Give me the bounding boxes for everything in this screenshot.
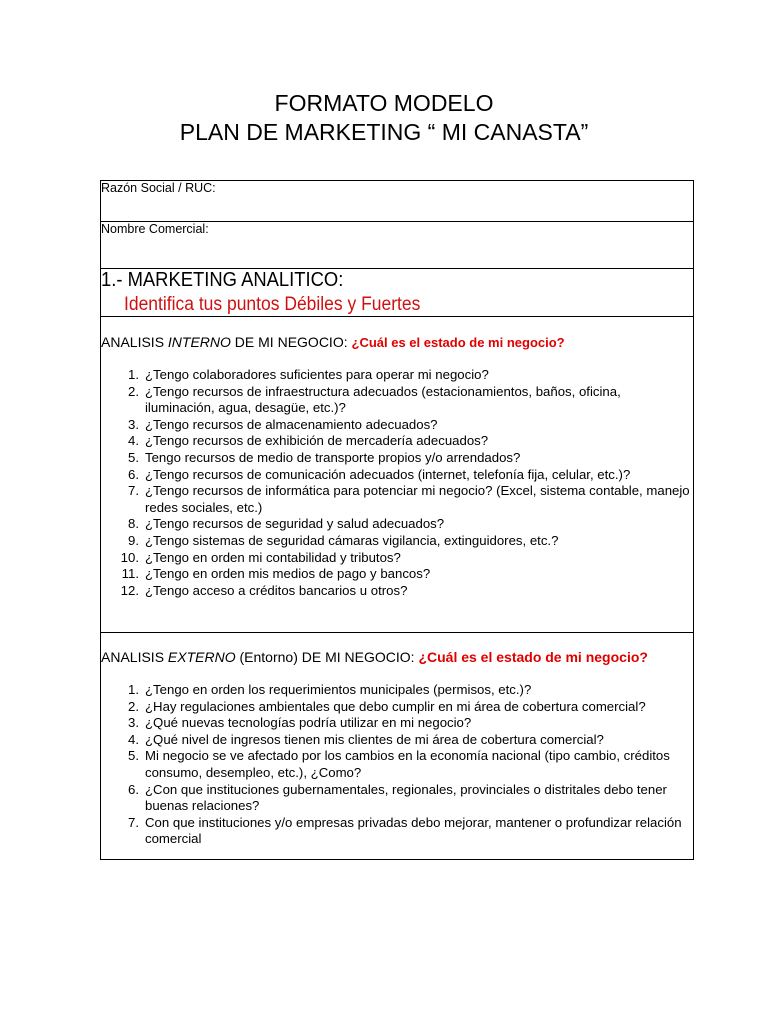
list-item-text: ¿Tengo en orden mis medios de pago y bancos?: [145, 566, 431, 582]
analisis-externo-section: [100, 632, 694, 860]
analisis-externo-heading: [101, 649, 648, 665]
list-item-text: ¿Tengo en orden los requerimientos municipales (permisos, etc.)?: [145, 682, 532, 697]
list-item: [123, 516, 693, 533]
list-item: [123, 566, 693, 583]
analisis-externo-list: [123, 682, 693, 848]
list-item-number: 8.: [128, 516, 139, 532]
list-item-text: ¿Qué nivel de ingresos tienen mis clientes de mi área de cobertura comercial?: [145, 731, 604, 747]
list-item-text: ¿Tengo en orden mi contabilidad y tributos?: [145, 549, 401, 565]
list-item: [123, 815, 693, 848]
list-item: [123, 384, 693, 417]
list-item: [123, 699, 693, 716]
list-item-number: 7.: [128, 483, 139, 499]
list-item-text: ¿Tengo acceso a créditos bancarios u otros?: [145, 582, 408, 598]
list-item: [123, 450, 693, 467]
section-subtitle: Identifica tus puntos Débiles y Fuertes: [124, 294, 421, 315]
heading-suffix: (Entorno) DE MI NEGOCIO:: [235, 649, 419, 665]
list-item-number: 4.: [128, 433, 139, 449]
nombre-comercial-row[interactable]: [100, 221, 694, 268]
document-subtitle: PLAN DE MARKETING “ MI CANASTA”: [179, 119, 589, 145]
list-item-number: 5.: [128, 748, 139, 764]
heading-prefix: ANALISIS: [101, 334, 168, 350]
heading-emphasis: EXTERNO: [167, 649, 236, 665]
heading-suffix: DE MI NEGOCIO:: [230, 334, 352, 350]
list-item-number: 11.: [121, 566, 139, 582]
list-item-text: Tengo recursos de medio de transporte propios y/o arrendados?: [145, 449, 521, 465]
list-item-text: ¿Tengo recursos de seguridad y salud adecuados?: [145, 516, 445, 532]
list-item-number: 3.: [128, 715, 139, 731]
list-item-text: ¿Tengo colaboradores suficientes para operar mi negocio?: [145, 367, 489, 382]
list-item-text: ¿Tengo recursos de almacenamiento adecuados?: [145, 416, 438, 432]
list-item-number: 1.: [128, 682, 139, 697]
heading-prefix: ANALISIS: [101, 649, 168, 665]
list-item-number: 9.: [128, 532, 139, 548]
list-item: [123, 533, 693, 550]
list-item-number: 2.: [128, 698, 139, 714]
list-item-number: 4.: [128, 731, 139, 747]
analisis-interno-section: [100, 316, 694, 632]
list-item-number: 10.: [120, 549, 139, 565]
list-item-text: ¿Tengo sistemas de seguridad cámaras vigilancia, extinguidores, etc.?: [145, 532, 559, 548]
heading-question: ¿Cuál es el estado de mi negocio?: [418, 649, 648, 665]
list-item-number: 5.: [128, 449, 139, 465]
list-item: [120, 582, 693, 600]
razon-social-row[interactable]: [100, 180, 694, 221]
list-item-text: ¿Hay regulaciones ambientales que debo cumplir en mi área de cobertura comercial?: [145, 698, 646, 714]
list-item-number: 6.: [128, 781, 139, 797]
heading-emphasis: INTERNO: [167, 334, 231, 350]
list-item: [123, 732, 693, 749]
list-item: [123, 682, 693, 699]
list-item-number: 7.: [128, 814, 139, 830]
razon-social-label: Razón Social / RUC:: [101, 181, 216, 195]
list-item-number: 6.: [128, 466, 139, 482]
list-item-number: 2.: [128, 383, 139, 399]
list-item: [120, 549, 693, 567]
list-item-text: ¿Con que instituciones gubernamentales, regionales, provinciales o distritales debo tener buenas relaciones?: [145, 781, 667, 814]
list-item-text: ¿Tengo recursos de informática para potenciar mi negocio? (Excel, sistema contable, manejo redes sociales, etc.): [145, 483, 690, 515]
analisis-interno-list: [120, 367, 693, 599]
list-item-text: Mi negocio se ve afectado por los cambios en la economía nacional (tipo cambio, créditos consumo, desempleo, etc.), ¿Como?: [145, 748, 670, 780]
list-item: [123, 782, 693, 815]
list-item-number: 3.: [128, 416, 139, 432]
nombre-comercial-label: Nombre Comercial:: [101, 222, 209, 236]
list-item-text: Con que instituciones y/o empresas privadas debo mejorar, mantener o profundizar relación comercial: [145, 814, 682, 847]
heading-question: ¿Cuál es el estado de mi negocio?: [351, 335, 565, 350]
list-item: [123, 417, 693, 434]
list-item: [123, 748, 693, 781]
section-marketing-analitico: [100, 268, 694, 316]
analisis-interno-heading: [101, 334, 565, 351]
list-item: [123, 433, 693, 450]
list-item: [123, 715, 693, 732]
section-title: 1.- MARKETING ANALITICO:: [101, 269, 344, 291]
list-item-text: ¿Qué nuevas tecnologías podría utilizar en mi negocio?: [145, 715, 472, 731]
list-item: [123, 367, 693, 384]
document-title: FORMATO MODELO: [274, 90, 494, 116]
list-item-text: ¿Tengo recursos de comunicación adecuados (internet, telefonía fija, celular, etc.)?: [145, 466, 631, 482]
list-item-number: 1.: [128, 367, 139, 382]
list-item-text: ¿Tengo recursos de infraestructura adecuados (estacionamientos, baños, oficina, iluminación, agua, desagüe, etc.)?: [145, 383, 621, 416]
list-item: [123, 467, 693, 484]
list-item-number: 12.: [120, 582, 139, 598]
list-item-text: ¿Tengo recursos de exhibición de mercadería adecuados?: [145, 433, 489, 449]
list-item: [123, 483, 693, 516]
